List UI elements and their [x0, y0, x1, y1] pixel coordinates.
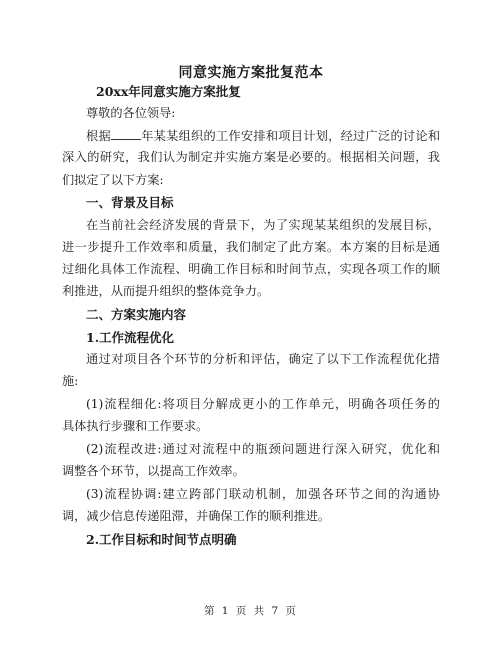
intro-line-2: 深入的研究，我们认为制定并实施方案是必要的。根据相关问题，我	[62, 150, 440, 164]
salutation: 尊敬的各位领导:	[86, 106, 176, 120]
section-1-line-1: 在当前社会经济发展的背景下，为了实现某某组织的发展目标，	[86, 218, 440, 232]
section-1-line-3: 过细化具体工作流程、明确工作目标和时间节点，实现各项工作的顺	[62, 262, 440, 276]
list-item-2-line-2: 调整各个环节，以提高工作效率。	[62, 464, 245, 478]
list-item-3-line-1: (3)流程协调:建立跨部门联动机制，加强各环节之间的沟通协	[86, 487, 440, 501]
intro-line-3: 们拟定了以下方案:	[62, 173, 164, 187]
blank-underline	[111, 127, 141, 140]
intro-line-1-pre: 根据	[86, 129, 111, 143]
document-subtitle: 20xx年同意实施方案批复	[96, 84, 241, 99]
subsection-2-heading: 2.工作目标和时间节点明确	[86, 532, 237, 547]
subsection-1-line-1: 通过对项目各个环节的分析和评估，确定了以下工作流程优化措	[86, 352, 440, 366]
section-2-heading: 二、方案实施内容	[86, 307, 187, 322]
subsection-1-heading: 1.工作流程优化	[86, 330, 175, 345]
intro-line-1-post: 年某某组织的工作安排和项目计划，经过广泛的讨论和	[140, 129, 440, 143]
subsection-1-line-2: 施:	[62, 374, 79, 388]
section-1-heading: 一、背景及目标	[86, 195, 174, 210]
page-footer: 第 1 页 共 7 页	[203, 605, 299, 617]
document-title: 同意实施方案批复范本	[178, 65, 324, 81]
intro-line-1	[86, 127, 440, 145]
list-item-1-line-2: 具体执行步骤和工作要求。	[62, 419, 209, 433]
list-item-2-line-1: (2)流程改进:通过对流程中的瓶颈问题进行深入研究，优化和	[86, 442, 440, 456]
section-1-line-2: 进一步提升工作效率和质量，我们制定了此方案。本方案的目标是通	[62, 240, 440, 254]
list-item-3-line-2: 调，减少信息传递阻滞，并确保工作的顺利推进。	[62, 509, 331, 523]
list-item-1-line-1: (1)流程细化:将项目分解成更小的工作单元，明确各项任务的	[86, 397, 440, 411]
section-1-line-4: 利推进，从而提升组织的整体竞争力。	[62, 284, 270, 298]
